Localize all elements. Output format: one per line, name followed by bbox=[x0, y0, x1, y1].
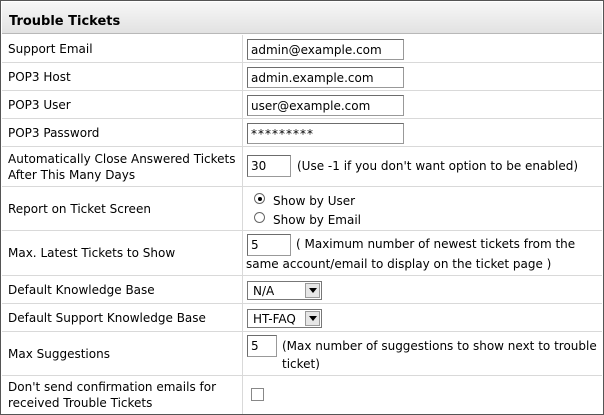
pop3-password-label: POP3 Password bbox=[8, 125, 100, 140]
pop3-user-input[interactable] bbox=[247, 95, 404, 116]
default-kb-cell bbox=[246, 276, 598, 303]
column-divider bbox=[242, 147, 243, 186]
column-divider bbox=[242, 187, 243, 230]
max-latest-hint-line2: same account/email to display on the ticket page ) bbox=[246, 257, 552, 271]
show-by-email-option[interactable] bbox=[254, 212, 361, 228]
column-divider bbox=[242, 91, 243, 118]
default-support-kb-select[interactable] bbox=[247, 309, 322, 328]
default-support-kb-selected: HT-FAQ bbox=[253, 311, 296, 326]
pop3-user-row bbox=[2, 91, 602, 119]
default-support-kb-cell bbox=[246, 304, 598, 331]
no-confirm-label: Don't send confirmation emails for received Trouble Tickets bbox=[8, 380, 217, 410]
max-latest-cell bbox=[246, 231, 598, 275]
auto-close-label: Automatically Close Answered Tickets After This Many Days bbox=[8, 151, 236, 182]
max-latest-label: Max. Latest Tickets to Show bbox=[8, 246, 176, 260]
report-screen-row bbox=[2, 187, 602, 231]
column-divider bbox=[242, 304, 243, 331]
pop3-host-label: POP3 Host bbox=[8, 69, 71, 84]
support-email-label: Support Email bbox=[8, 41, 93, 56]
max-suggestions-cell bbox=[246, 332, 598, 375]
default-kb-selected: N/A bbox=[253, 283, 275, 298]
auto-close-row bbox=[2, 147, 602, 187]
column-divider bbox=[242, 63, 243, 90]
support-email-row bbox=[2, 35, 602, 63]
show-by-user-option[interactable] bbox=[254, 193, 355, 209]
report-screen-label: Report on Ticket Screen bbox=[8, 201, 151, 216]
auto-close-hint: (Use -1 if you don't want option to be enabled) bbox=[297, 159, 579, 173]
pop3-password-row bbox=[2, 119, 602, 147]
report-screen-cell bbox=[246, 187, 598, 230]
column-divider bbox=[242, 231, 243, 275]
pop3-host-row bbox=[2, 63, 602, 91]
max-suggestions-label: Max Suggestions bbox=[8, 346, 110, 361]
support-email-cell bbox=[246, 35, 598, 62]
max-suggestions-row bbox=[2, 332, 602, 376]
pop3-host-cell bbox=[246, 63, 598, 90]
pop3-user-label: POP3 User bbox=[8, 97, 71, 112]
auto-close-cell bbox=[246, 147, 598, 186]
default-kb-label: Default Knowledge Base bbox=[8, 282, 155, 297]
no-confirm-row bbox=[2, 376, 602, 414]
section-title: Trouble Tickets bbox=[2, 2, 602, 34]
max-latest-input[interactable] bbox=[247, 234, 291, 256]
max-latest-row bbox=[2, 231, 602, 276]
show-by-user-label: Show by User bbox=[273, 194, 356, 208]
no-confirm-cell bbox=[246, 376, 598, 414]
pop3-user-cell bbox=[246, 91, 598, 118]
pop3-password-input[interactable] bbox=[247, 123, 404, 144]
chevron-down-icon[interactable] bbox=[305, 311, 320, 326]
max-latest-hint-line1: ( Maximum number of newest tickets from the bbox=[296, 237, 576, 251]
column-divider bbox=[242, 119, 243, 146]
pop3-host-input[interactable] bbox=[247, 67, 404, 88]
max-suggestions-hint-line1: (Max number of suggestions to show next to trouble bbox=[282, 339, 597, 353]
default-kb-row bbox=[2, 276, 602, 304]
column-divider bbox=[242, 276, 243, 303]
show-by-email-label: Show by Email bbox=[273, 213, 362, 227]
default-support-kb-label: Default Support Knowledge Base bbox=[8, 310, 206, 325]
show-by-email-radio[interactable] bbox=[254, 212, 265, 223]
auto-close-days-input[interactable] bbox=[247, 155, 291, 177]
max-suggestions-input[interactable] bbox=[247, 335, 277, 357]
default-support-kb-row bbox=[2, 304, 602, 332]
column-divider bbox=[242, 376, 243, 414]
no-confirm-checkbox[interactable] bbox=[251, 388, 264, 401]
pop3-password-cell bbox=[246, 119, 598, 146]
chevron-down-icon[interactable] bbox=[305, 283, 320, 298]
show-by-user-radio[interactable] bbox=[254, 193, 265, 204]
column-divider bbox=[242, 35, 243, 62]
max-suggestions-hint-line2: ticket) bbox=[282, 357, 320, 371]
support-email-input[interactable] bbox=[247, 39, 404, 60]
column-divider bbox=[242, 332, 243, 375]
default-kb-select[interactable] bbox=[247, 281, 322, 300]
